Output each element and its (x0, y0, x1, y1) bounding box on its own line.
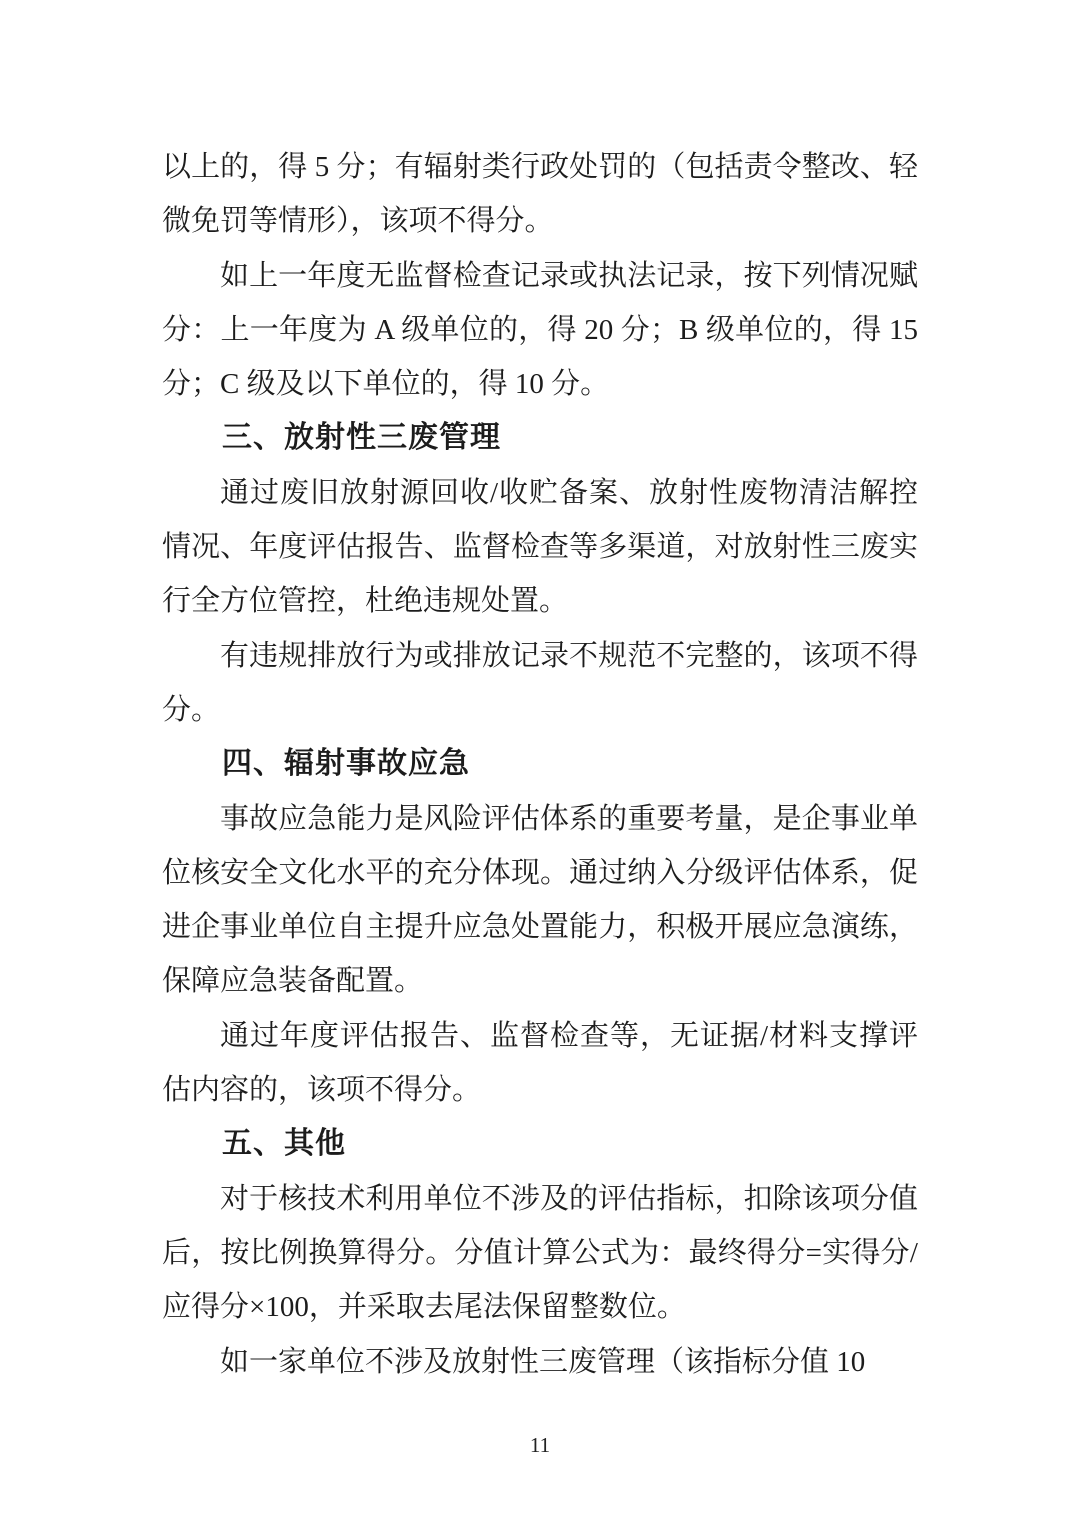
paragraph: 通过废旧放射源回收/收贮备案、放射性废物清洁解控情况、年度评估报告、监督检查等多渠道，对放射性三废实行全方位管控，杜绝违规处置。 (162, 476, 918, 618)
paragraph: 以上的，得 5 分；有辐射类行政处罚的（包括责令整改、轻微免罚等情形），该项不得分。 (162, 151, 918, 238)
document-body (162, 140, 918, 1389)
page-number: 11 (529, 1433, 551, 1457)
paragraph: 有违规排放行为或排放记录不规范不完整的，该项不得分。 (162, 639, 918, 726)
page-footer (0, 1432, 1080, 1458)
paragraph: 事故应急能力是风险评估体系的重要考量，是企事业单位核安全文化水平的充分体现。通过纳入分级评估体系，促进企事业单位自主提升应急处置能力，积极开展应急演练，保障应急装备配置。 (162, 802, 918, 998)
section-heading: 五、其他 (222, 1127, 346, 1161)
section-heading: 四、辐射事故应急 (222, 747, 470, 781)
section-heading: 三、放射性三废管理 (222, 421, 501, 455)
paragraph: 对于核技术利用单位不涉及的评估指标，扣除该项分值后，按比例换算得分。分值计算公式为：最终得分=实得分/应得分×100，并采取去尾法保留整数位。 (162, 1182, 918, 1324)
paragraph: 如上一年度无监督检查记录或执法记录，按下列情况赋分：上一年度为 A 级单位的，得 20 分；B 级单位的，得 15 分；C 级及以下单位的，得 10 分。 (162, 259, 918, 401)
paragraph: 通过年度评估报告、监督检查等，无证据/材料支撑评估内容的，该项不得分。 (162, 1019, 918, 1107)
paragraph: 如一家单位不涉及放射性三废管理（该指标分值 10 (220, 1345, 866, 1378)
